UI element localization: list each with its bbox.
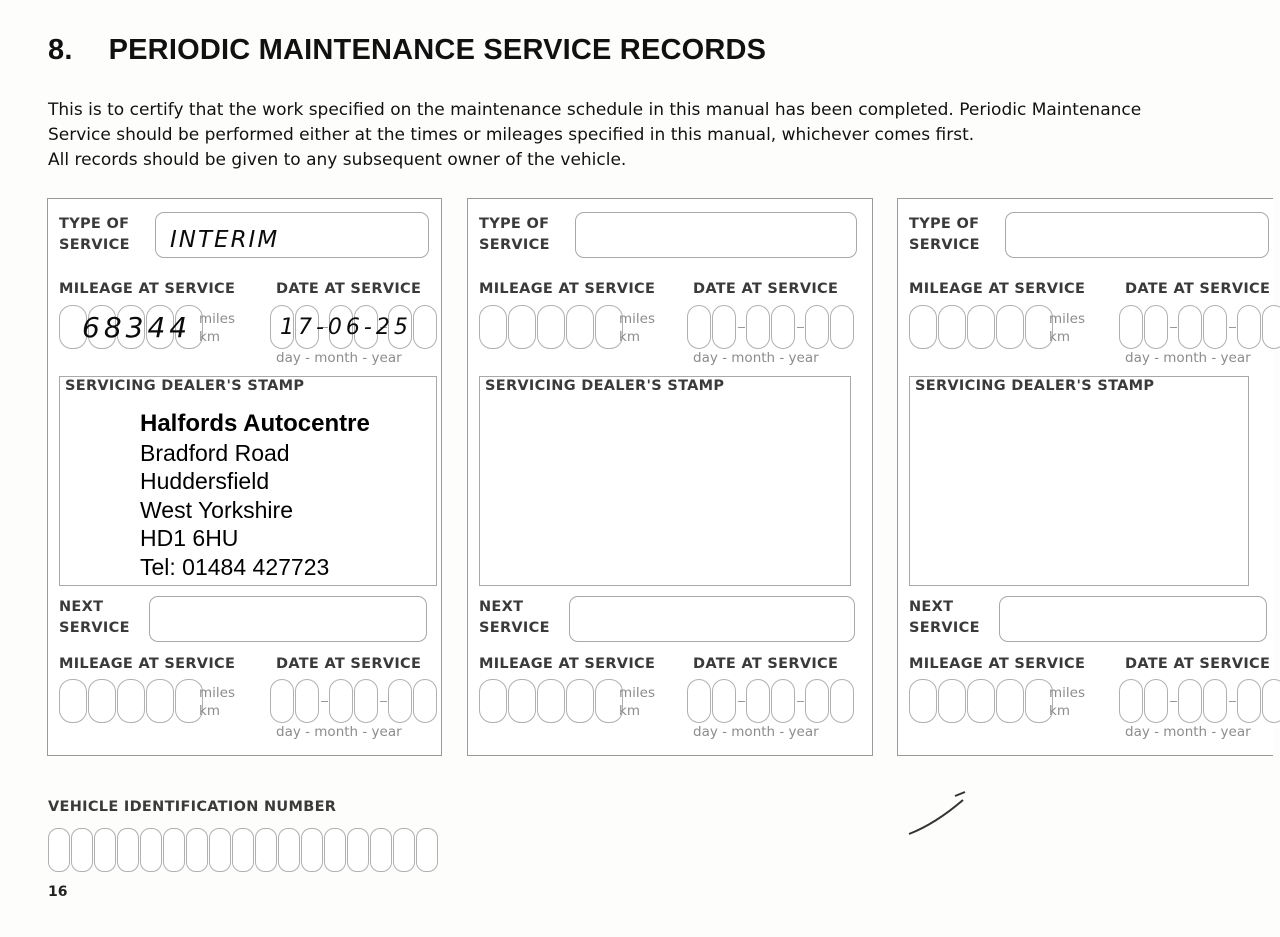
mileage-digit-box[interactable]: [938, 305, 966, 349]
day-month-year-label: day - month - year: [1125, 724, 1251, 740]
date-digit-box[interactable]: [830, 679, 854, 723]
servicing-dealer-stamp-label: SERVICING DEALER'S STAMP: [65, 378, 305, 394]
next-date-at-service-label: DATE AT SERVICE: [276, 656, 422, 672]
next-mileage-at-service-label: MILEAGE AT SERVICE: [59, 656, 236, 672]
vin-digit-box[interactable]: [393, 828, 415, 872]
date-digit-box[interactable]: [1237, 305, 1261, 349]
label-line: SERVICE: [479, 237, 550, 253]
next-date-at-service-label: DATE AT SERVICE: [1125, 656, 1271, 672]
date-digit-box[interactable]: [388, 679, 412, 723]
next-service-field[interactable]: [149, 596, 427, 642]
mileage-digit-boxes[interactable]: [909, 305, 1054, 349]
date-digit-box[interactable]: [771, 679, 795, 723]
date-boxes[interactable]: [1119, 305, 1280, 349]
vin-digit-box[interactable]: [71, 828, 93, 872]
vin-digit-box[interactable]: [255, 828, 277, 872]
date-digit-box[interactable]: [830, 305, 854, 349]
date-separator: [1170, 327, 1177, 328]
next-service-label: [479, 597, 550, 639]
label-line: NEXT: [479, 599, 524, 615]
date-at-service-label: DATE AT SERVICE: [1125, 281, 1271, 297]
next-service-field[interactable]: [569, 596, 855, 642]
stamp-line: West Yorkshire: [140, 496, 293, 523]
section-title: PERIODIC MAINTENANCE SERVICE RECORDS: [108, 34, 767, 66]
date-separator: [321, 701, 328, 702]
mileage-digit-box[interactable]: [967, 305, 995, 349]
intro-paragraph: [48, 98, 1278, 173]
type-of-service-field[interactable]: [575, 212, 857, 258]
vin-digit-box[interactable]: [278, 828, 300, 872]
servicing-dealer-stamp-label: SERVICING DEALER'S STAMP: [485, 378, 725, 394]
date-digit-box[interactable]: [1144, 679, 1168, 723]
mileage-digit-box[interactable]: [537, 305, 565, 349]
mileage-digit-box[interactable]: [88, 679, 116, 723]
date-at-service-label: DATE AT SERVICE: [693, 281, 839, 297]
mileage-digit-box[interactable]: [566, 679, 594, 723]
mileage-digit-box[interactable]: [508, 305, 536, 349]
date-digit-box[interactable]: [1178, 305, 1202, 349]
date-digit-box[interactable]: [295, 679, 319, 723]
vin-boxes[interactable]: [48, 828, 439, 872]
units-label: [619, 684, 655, 720]
date-digit-box[interactable]: [413, 679, 437, 723]
next-date-boxes[interactable]: [270, 679, 438, 723]
date-digit-box[interactable]: [354, 679, 378, 723]
vin-digit-box[interactable]: [370, 828, 392, 872]
next-service-label: [59, 597, 130, 639]
stamp-line: Halfords Autocentre: [140, 410, 370, 437]
date-separator: [738, 327, 745, 328]
label-line: TYPE OF: [479, 216, 550, 232]
intro-line: All records should be given to any subsequent owner of the vehicle.: [48, 150, 627, 170]
date-digit-box[interactable]: [1237, 679, 1261, 723]
date-digit-box[interactable]: [1203, 305, 1227, 349]
mileage-handwritten: 68344: [82, 311, 192, 344]
miles-label: miles: [1049, 311, 1085, 327]
vin-digit-box[interactable]: [163, 828, 185, 872]
units-label: [1049, 310, 1085, 346]
next-service-label: [909, 597, 980, 639]
day-month-year-label: day - month - year: [276, 724, 402, 740]
stamp-line: Bradford Road: [140, 439, 290, 466]
date-digit-box[interactable]: [1178, 679, 1202, 723]
next-mileage-digit-boxes[interactable]: [59, 679, 204, 723]
type-of-service-label: [59, 214, 130, 256]
vin-digit-box[interactable]: [232, 828, 254, 872]
date-separator: [738, 701, 745, 702]
next-mileage-digit-boxes[interactable]: [479, 679, 624, 723]
label-line: TYPE OF: [909, 216, 980, 232]
label-line: NEXT: [909, 599, 954, 615]
next-date-at-service-label: DATE AT SERVICE: [693, 656, 839, 672]
next-mileage-at-service-label: MILEAGE AT SERVICE: [479, 656, 656, 672]
mileage-digit-box[interactable]: [909, 679, 937, 723]
vin-digit-box[interactable]: [301, 828, 323, 872]
date-digit-box[interactable]: [1119, 679, 1143, 723]
next-mileage-digit-boxes[interactable]: [909, 679, 1054, 723]
date-separator: [1170, 701, 1177, 702]
intro-line: This is to certify that the work specified on the maintenance schedule in this manual has been completed. Periodic Maintenance: [48, 100, 1142, 120]
date-digit-box[interactable]: [746, 305, 770, 349]
dealer-stamp-box: [909, 376, 1249, 586]
day-month-year-label: day - month - year: [693, 724, 819, 740]
section-number: 8.: [48, 34, 73, 66]
mileage-digit-box[interactable]: [117, 679, 145, 723]
intro-line: Service should be performed either at the times or mileages specified in this manual, whichever comes first.: [48, 125, 975, 145]
date-digit-box[interactable]: [712, 679, 736, 723]
label-line: SERVICE: [909, 620, 980, 636]
mileage-at-service-label: MILEAGE AT SERVICE: [479, 281, 656, 297]
date-digit-box[interactable]: [1203, 679, 1227, 723]
km-label: km: [199, 703, 220, 719]
vin-digit-box[interactable]: [347, 828, 369, 872]
mileage-digit-box[interactable]: [479, 305, 507, 349]
next-date-boxes[interactable]: [687, 679, 855, 723]
date-digit-box[interactable]: [687, 305, 711, 349]
date-digit-box[interactable]: [712, 305, 736, 349]
date-digit-box[interactable]: [771, 305, 795, 349]
stamp-line: HD1 6HU: [140, 525, 239, 551]
stamp-line: Huddersfield: [140, 468, 270, 494]
mileage-at-service-label: MILEAGE AT SERVICE: [909, 281, 1086, 297]
units-label: [199, 684, 235, 720]
type-of-service-field[interactable]: [1005, 212, 1269, 258]
mileage-at-service-label: MILEAGE AT SERVICE: [59, 281, 236, 297]
date-separator: [797, 701, 804, 702]
date-digit-box[interactable]: [805, 305, 829, 349]
mileage-digit-box[interactable]: [146, 679, 174, 723]
type-of-service-label: [479, 214, 550, 256]
units-label: [619, 310, 655, 346]
page-title: [48, 34, 766, 67]
date-handwritten: 17-06-25: [280, 315, 412, 340]
date-separator: [1229, 701, 1236, 702]
day-month-year-label: day - month - year: [693, 350, 819, 366]
vin-digit-box[interactable]: [324, 828, 346, 872]
next-mileage-at-service-label: MILEAGE AT SERVICE: [909, 656, 1086, 672]
units-label: [1049, 684, 1085, 720]
mileage-digit-box[interactable]: [996, 305, 1024, 349]
km-label: km: [619, 703, 640, 719]
date-digit-box[interactable]: [270, 679, 294, 723]
type-of-service-handwritten: INTERIM: [170, 227, 280, 253]
units-label: [199, 310, 235, 346]
label-line: SERVICE: [479, 620, 550, 636]
mileage-digit-box[interactable]: [479, 679, 507, 723]
date-digit-box[interactable]: [1262, 305, 1280, 349]
date-separator: [1229, 327, 1236, 328]
miles-label: miles: [199, 685, 235, 701]
vin-digit-box[interactable]: [186, 828, 208, 872]
vin-digit-box[interactable]: [117, 828, 139, 872]
miles-label: miles: [619, 311, 655, 327]
mileage-digit-box[interactable]: [909, 305, 937, 349]
day-month-year-label: day - month - year: [1125, 350, 1251, 366]
label-line: SERVICE: [59, 620, 130, 636]
miles-label: miles: [619, 685, 655, 701]
vin-label: VEHICLE IDENTIFICATION NUMBER: [48, 799, 337, 815]
vin-digit-box[interactable]: [209, 828, 231, 872]
date-separator: [380, 701, 387, 702]
date-boxes[interactable]: [687, 305, 855, 349]
date-digit-box[interactable]: [687, 679, 711, 723]
label-line: SERVICE: [909, 237, 980, 253]
km-label: km: [1049, 329, 1070, 345]
km-label: km: [1049, 703, 1070, 719]
mileage-digit-box[interactable]: [508, 679, 536, 723]
pen-stroke-mark: [905, 790, 975, 840]
date-digit-box[interactable]: [746, 679, 770, 723]
vin-digit-box[interactable]: [48, 828, 70, 872]
stamp-line: Tel: 01484 427723: [140, 553, 330, 580]
type-of-service-label: [909, 214, 980, 256]
label-line: SERVICE: [59, 237, 130, 253]
date-digit-box[interactable]: [1119, 305, 1143, 349]
date-digit-box[interactable]: [1262, 679, 1280, 723]
mileage-digit-box[interactable]: [967, 679, 995, 723]
mileage-digit-box[interactable]: [566, 305, 594, 349]
date-digit-box[interactable]: [1144, 305, 1168, 349]
next-service-field[interactable]: [999, 596, 1267, 642]
day-month-year-label: day - month - year: [276, 350, 402, 366]
date-digit-box[interactable]: [805, 679, 829, 723]
page-number: 16: [48, 884, 68, 900]
label-line: TYPE OF: [59, 216, 130, 232]
miles-label: miles: [1049, 685, 1085, 701]
mileage-digit-box[interactable]: [996, 679, 1024, 723]
km-label: km: [199, 329, 220, 345]
date-digit-box[interactable]: [329, 679, 353, 723]
next-date-boxes[interactable]: [1119, 679, 1280, 723]
date-digit-box[interactable]: [413, 305, 437, 349]
servicing-dealer-stamp-label: SERVICING DEALER'S STAMP: [915, 378, 1155, 394]
vin-digit-box[interactable]: [416, 828, 438, 872]
miles-label: miles: [199, 311, 235, 327]
date-separator: [797, 327, 804, 328]
dealer-stamp-box: [479, 376, 851, 586]
vin-digit-box[interactable]: [140, 828, 162, 872]
mileage-digit-box[interactable]: [537, 679, 565, 723]
label-line: NEXT: [59, 599, 104, 615]
mileage-digit-boxes[interactable]: [479, 305, 624, 349]
date-at-service-label: DATE AT SERVICE: [276, 281, 422, 297]
dealer-stamp-text: [140, 410, 370, 581]
vin-digit-box[interactable]: [94, 828, 116, 872]
mileage-digit-box[interactable]: [938, 679, 966, 723]
mileage-digit-box[interactable]: [59, 679, 87, 723]
km-label: km: [619, 329, 640, 345]
